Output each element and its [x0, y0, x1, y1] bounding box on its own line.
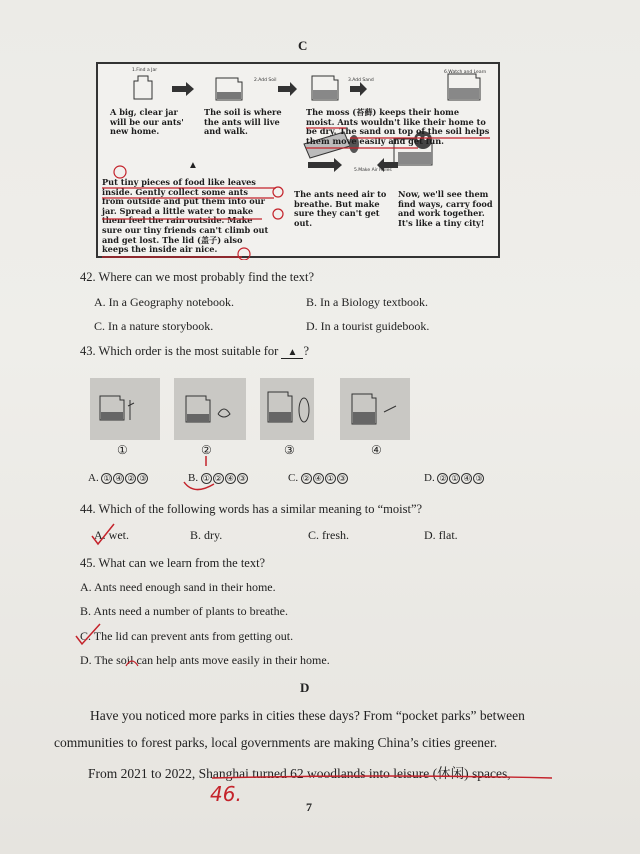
q45-option-d[interactable]: D. The soil can help ants move easily in their home.: [80, 653, 330, 667]
picture-label: ②: [201, 443, 212, 457]
step6-text: Now, we'll see them find ways, carry food and work together. It's like a tiny city!: [398, 189, 493, 228]
step1-text: A big, clear jar will be our ants' new home.: [110, 107, 184, 137]
step-label: 5.Make Air Holes: [354, 168, 392, 173]
q43-option-b[interactable]: B. ① ② ④ ③: [188, 472, 246, 484]
step-label: 3.Add Sand: [348, 78, 374, 83]
q44-option-a[interactable]: A. wet.: [94, 528, 129, 542]
step3-text: The moss (苔藓) keeps their home moist. Ants wouldn't like their home to be dry. The sand on top of the soil helps them move easily and get fun.: [306, 107, 490, 146]
step5-text: The ants need air to breathe. But make sure they can't get out.: [294, 189, 387, 228]
handwritten-question-number: 46.: [210, 782, 242, 806]
red-check-mark: [72, 622, 172, 672]
blank-triangle: ▲: [188, 160, 198, 171]
step2-text: The soil is where the ants will live and walk.: [204, 107, 282, 137]
step-label: 6.Watch and Learn: [444, 70, 487, 75]
q45-option-c[interactable]: C. The lid can prevent ants from getting out.: [80, 629, 294, 643]
question-45: 45. What can we learn from the text?: [80, 556, 266, 570]
step-label: 1.Find a Jar: [132, 68, 158, 73]
q42-option-b[interactable]: B. In a Biology textbook.: [306, 295, 428, 309]
q42-option-d[interactable]: D. In a tourist guidebook.: [306, 319, 430, 333]
section-d-heading: D: [300, 680, 310, 695]
picture-label: ④: [371, 443, 382, 457]
section-c-heading: C: [298, 38, 308, 53]
red-annotations: [98, 64, 502, 260]
picture-label: ③: [284, 443, 295, 457]
step-label: 2.Add Soil: [254, 78, 277, 83]
red-underline: [210, 772, 560, 784]
question-43: 43. Which order is the most suitable for ▲ ?: [80, 344, 310, 358]
ant-farm-diagram: [96, 62, 500, 258]
question-44: 44. Which of the following words has a similar meaning to “moist”?: [80, 502, 423, 516]
passage-d-line: Have you noticed more parks in cities these days? From “pocket parks” between: [90, 708, 525, 723]
q44-option-d[interactable]: D. flat.: [424, 528, 458, 542]
q45-option-b[interactable]: B. Ants need a number of plants to breathe.: [80, 604, 288, 618]
passage-d-line: From 2021 to 2022, Shanghai turned 62 woodlands into leisure (休闲) spaces,: [88, 766, 511, 781]
q43-option-d[interactable]: D. ② ① ④ ③: [424, 472, 483, 484]
q43-option-a[interactable]: A. ① ④ ② ③: [88, 472, 147, 484]
q42-option-c[interactable]: C. In a nature storybook.: [94, 319, 214, 333]
step4-text: Put tiny pieces of food like leaves inside. Gently collect some ants from outside and put them into our jar. Spread a little water to make them feel the rain outside. Make sure our tiny friends can't climb out and get lost. The lid (盖子) also keeps the inside air nice.: [102, 177, 269, 255]
q42-option-a[interactable]: A. In a Geography notebook.: [94, 295, 234, 309]
q44-option-b[interactable]: B. dry.: [190, 528, 223, 542]
page-number: 7: [306, 800, 312, 814]
passage-d-line: communities to forest parks, local governments are making China’s cities greener.: [54, 735, 498, 750]
red-check-mark: [88, 522, 118, 548]
q44-option-c[interactable]: C. fresh.: [308, 528, 349, 542]
question-42: 42. Where can we most probably find the text?: [80, 270, 315, 284]
q43-pictures: [90, 378, 420, 440]
picture-label: ①: [117, 443, 128, 457]
q45-option-a[interactable]: A. Ants need enough sand in their home.: [80, 580, 276, 594]
q43-option-c[interactable]: C. ② ④ ① ③: [288, 472, 346, 484]
red-check-mark: [180, 452, 250, 492]
